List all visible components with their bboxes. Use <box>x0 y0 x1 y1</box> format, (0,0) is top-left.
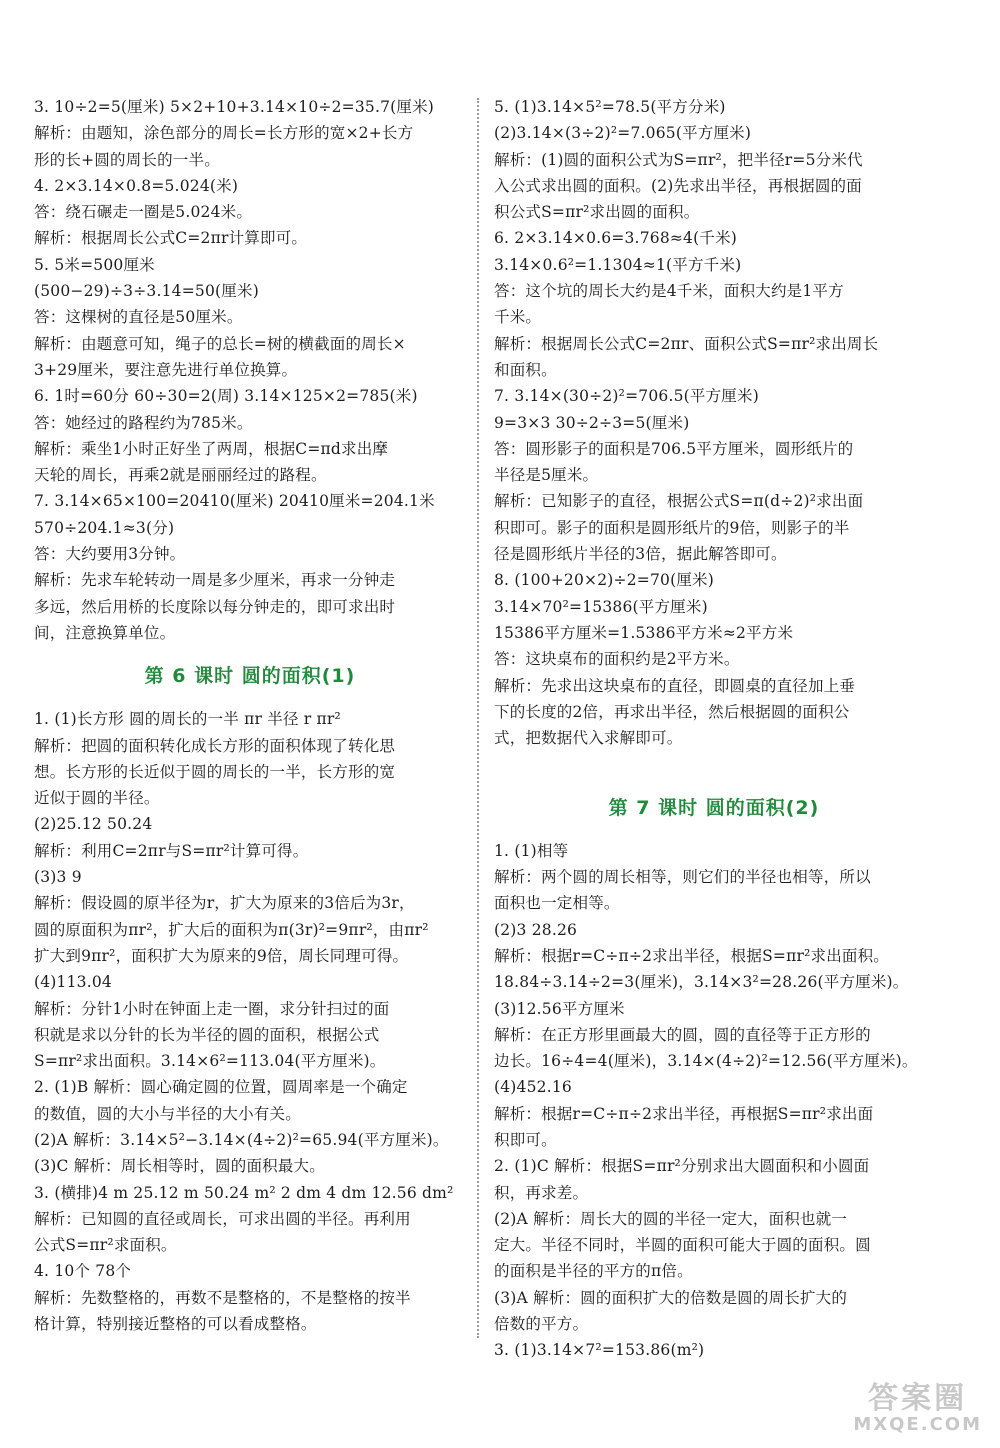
text-line: 解析：利用C=2πr与S=πr²计算可得。 <box>34 841 309 860</box>
text-line: 3.14×0.6²=1.1304≈1(平方千米) <box>494 255 742 274</box>
text-line: 千米。 <box>494 308 542 327</box>
text-line: 边长。16÷4=4(厘米)，3.14×(4÷2)²=12.56(平方厘米)。 <box>494 1052 918 1071</box>
text-line: 定大。半径不同时，半圆的面积可能大于圆的面积。圆 <box>494 1236 871 1255</box>
text-line: (3)12.56平方厘米 <box>494 999 625 1018</box>
text-line: 天轮的周长，再乘2就是丽丽经过的路程。 <box>34 466 327 485</box>
text-line: 8. (100+20×2)÷2=70(厘米) <box>494 571 715 590</box>
text-line: 想。长方形的长近似于圆的周长的一半，长方形的宽 <box>34 762 396 781</box>
text-line: (2)A 解析：周长大的圆的半径一定大，面积也就一 <box>494 1209 848 1228</box>
text-line: 解析：根据r=C÷π÷2求出半径，再根据S=πr²求出面 <box>494 1104 874 1123</box>
text-line: 多远，然后用桥的长度除以每分钟走的，即可求出时 <box>34 597 396 616</box>
text-line: 答：这棵树的直径是50厘米。 <box>34 308 243 327</box>
text-line: 的面积是半径的平方的π倍。 <box>494 1262 693 1281</box>
text-line: 9=3×3 30÷2÷3=5(厘米) <box>494 413 690 432</box>
text-line: 入公式求出圆的面积。(2)先求出半径，再根据圆的面 <box>494 176 862 195</box>
text-line: (3)3 9 <box>34 868 82 887</box>
text-line: 5. 5米=500厘米 <box>34 255 155 274</box>
text-line: 4. 2×3.14×0.8=5.024(米) <box>34 176 239 195</box>
text-line: 解析：(1)圆的面积公式为S=πr²，把半径r=5分米代 <box>494 150 863 169</box>
text-line: 间，注意换算单位。 <box>34 623 176 642</box>
text-line: 5. (1)3.14×5²=78.5(平方分米) <box>494 98 726 116</box>
text-line: 1. (1)相等 <box>494 841 569 860</box>
text-line: 式，把数据代入求解即可。 <box>494 729 683 748</box>
text-line: 解析：已知圆的直径或周长，可求出圆的半径。再利用 <box>34 1209 411 1228</box>
text-line: (3)C 解析：周长相等时，圆的面积最大。 <box>34 1157 325 1176</box>
text-line: 答：绕石碾走一圈是5.024米。 <box>34 203 253 222</box>
text-line: 6. 2×3.14×0.6=3.768≈4(千米) <box>494 229 738 248</box>
text-line: 7. 3.14×(30÷2)²=706.5(平方厘米) <box>494 387 759 406</box>
text-line: 解析：先求车轮转动一周是多少厘米，再求一分钟走 <box>34 571 396 590</box>
text-line: S=πr²求出面积。3.14×6²=113.04(平方厘米)。 <box>34 1052 386 1071</box>
text-line: 解析：根据周长公式C=2πr计算即可。 <box>34 229 308 248</box>
text-line: 3. (横排)4 m 25.12 m 50.24 m² 2 dm 4 dm 12.56 dm² <box>34 1183 454 1202</box>
text-line: 解析：根据r=C÷π÷2求出半径，根据S=πr²求出面积。 <box>494 946 889 965</box>
text-line: 15386平方厘米=1.5386平方米≈2平方米 <box>494 623 794 642</box>
text-line: 径是圆形纸片半径的3倍，据此解答即可。 <box>494 545 787 564</box>
text-line: 面积也一定相等。 <box>494 894 620 913</box>
right-column <box>494 94 934 1364</box>
text-line: 解析：在正方形里画最大的圆，圆的直径等于正方形的 <box>494 1025 871 1044</box>
text-line: 答：这块桌布的面积约是2平方米。 <box>494 650 740 669</box>
text-line: 6. 1时=60分 60÷30=2(周) 3.14×125×2=785(米) <box>34 387 418 406</box>
text-line: (2)3 28.26 <box>494 920 578 939</box>
text-line: 解析：两个圆的周长相等，则它们的半径也相等，所以 <box>494 868 871 887</box>
text-line: 近似于圆的半径。 <box>34 789 160 808</box>
text-line: 3+29厘米，要注意先进行单位换算。 <box>34 360 298 379</box>
text-line: 答：她经过的路程约为785米。 <box>34 413 253 432</box>
text-line: 2. (1)C 解析：根据S=πr²分别求出大圆面积和小圆面 <box>494 1157 870 1176</box>
text-line: 3. 10÷2=5(厘米) 5×2+10+3.14×10÷2=35.7(厘米) <box>34 98 435 116</box>
spacer <box>494 751 934 777</box>
text-line: 扩大到9πr²，面积扩大为原来的9倍，周长同理可得。 <box>34 946 409 965</box>
text-line: (4)113.04 <box>34 973 112 992</box>
text-line: 答：大约要用3分钟。 <box>34 545 186 564</box>
text-line: 解析：先数整格的，再数不是整格的，不是整格的按半 <box>34 1288 411 1307</box>
watermark-url: MXQE.COM <box>853 1414 982 1435</box>
left-column <box>34 94 466 1337</box>
text-line: 解析：由题知，涂色部分的周长=长方形的宽×2+长方 <box>34 124 414 143</box>
text-line: (500−29)÷3÷3.14=50(厘米) <box>34 282 259 301</box>
text-line: (2)A 解析：3.14×5²−3.14×(4÷2)²=65.94(平方厘米)。 <box>34 1130 449 1149</box>
text-line: 积就是求以分针的长为半径的圆的面积，根据公式 <box>34 1025 380 1044</box>
text-line: 格计算，特别接近整格的可以看成整格。 <box>34 1315 317 1334</box>
text-line: 倍数的平方。 <box>494 1315 589 1334</box>
text-line: 半径是5厘米。 <box>494 466 599 485</box>
section-heading: 第 7 课时 圆的面积(2) <box>608 796 820 819</box>
text-line: (2)25.12 50.24 <box>34 815 153 834</box>
text-line: 解析：先求出这块桌布的直径，即圆桌的直径加上垂 <box>494 676 856 695</box>
text-line: 答：这个坑的周长大约是4千米，面积大约是1平方 <box>494 282 844 301</box>
text-line: 下的长度的2倍，再求出半径，然后根据圆的面积公 <box>494 702 850 721</box>
text-line: 解析：由题意可知，绳子的总长=树的横截面的周长× <box>34 334 406 353</box>
text-line: 形的长+圆的周长的一半。 <box>34 150 220 169</box>
text-line: (2)3.14×(3÷2)²=7.065(平方厘米) <box>494 124 752 143</box>
text-line: 的数值，圆的大小与半径的大小有关。 <box>34 1104 301 1123</box>
text-line: 解析：乘坐1小时正好坐了两周，根据C=πd求出摩 <box>34 439 389 458</box>
text-line: 7. 3.14×65×100=20410(厘米) 20410厘米=204.1米 <box>34 492 435 511</box>
text-line: 积公式S=πr²求出圆的面积。 <box>494 203 700 222</box>
text-line: 解析：已知影子的直径，根据公式S=π(d÷2)²求出面 <box>494 492 864 511</box>
watermark-logo-text: 答案圈 <box>868 1381 968 1416</box>
text-line: 解析：把圆的面积转化成长方形的面积体现了转化思 <box>34 736 396 755</box>
text-line: 解析：根据周长公式C=2πr、面积公式S=πr²求出周长 <box>494 334 879 353</box>
text-line: 解析：分针1小时在钟面上走一圈，求分针扫过的面 <box>34 999 390 1018</box>
text-line: 圆的原面积为πr²，扩大后的面积为π(3r)²=9πr²，由πr² <box>34 920 429 939</box>
text-line: (3)A 解析：圆的面积扩大的倍数是圆的周长扩大的 <box>494 1288 848 1307</box>
text-line: 公式S=πr²求面积。 <box>34 1236 177 1255</box>
text-line: 和面积。 <box>494 360 557 379</box>
text-line: 2. (1)B 解析：圆心确定圆的位置，圆周率是一个确定 <box>34 1078 408 1097</box>
text-line: 积即可。影子的面积是圆形纸片的9倍，则影子的半 <box>494 518 850 537</box>
text-line: 答：圆形影子的面积是706.5平方厘米，圆形纸片的 <box>494 439 854 458</box>
text-line: 3. (1)3.14×7²=153.86(m²) <box>494 1341 705 1360</box>
section-heading: 第 6 课时 圆的面积(1) <box>144 665 356 688</box>
watermark-logo <box>853 1381 982 1435</box>
text-line: 1. (1)长方形 圆的周长的一半 πr 半径 r πr² <box>34 710 341 729</box>
text-line: 18.84÷3.14÷2=3(厘米)，3.14×3²=28.26(平方厘米)。 <box>494 973 909 992</box>
text-line: 解析：假设圆的原半径为r，扩大为原来的3倍后为3r， <box>34 894 415 913</box>
text-line: (4)452.16 <box>494 1078 572 1097</box>
column-divider <box>477 98 479 1338</box>
text-line: 3.14×70²=15386(平方厘米) <box>494 597 708 616</box>
text-line: 积，再求差。 <box>494 1183 589 1202</box>
text-line: 570÷204.1≈3(分) <box>34 518 175 537</box>
text-line: 4. 10个 78个 <box>34 1262 132 1281</box>
text-line: 积即可。 <box>494 1130 557 1149</box>
